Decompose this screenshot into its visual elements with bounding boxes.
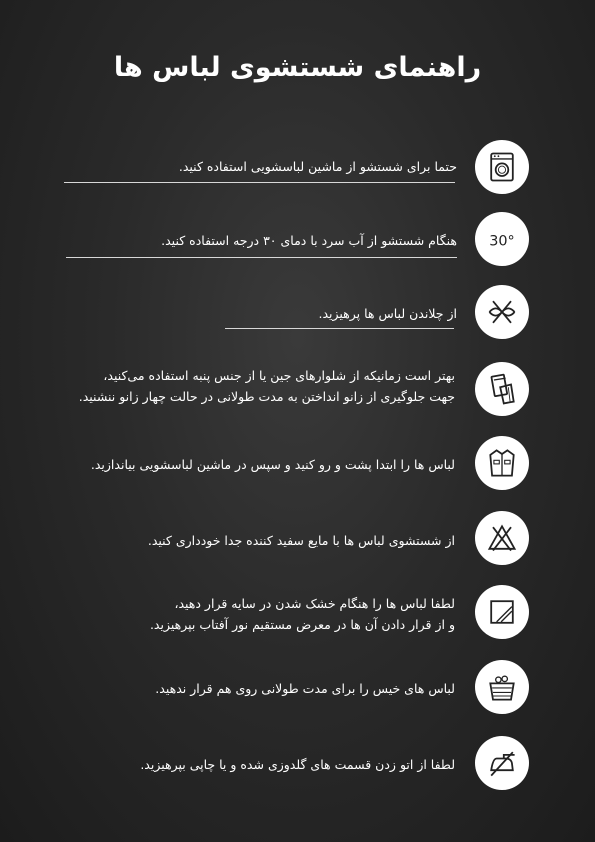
text-underline [66,257,457,258]
care-text-line: هنگام شستشو از آب سرد با دمای ۳۰ درجه استفاده کنید. [161,233,457,248]
care-text [55,754,455,775]
jeans-icon [484,371,520,407]
icon-circle [475,285,529,339]
no-iron-icon [484,745,520,781]
icon-circle [475,660,529,714]
care-text [57,230,457,251]
icon-circle [475,585,529,639]
care-text-line: حتما برای شستشو از ماشین لباسشویی استفاده کنید. [178,159,457,174]
care-text [55,593,455,635]
text-underline [64,182,455,183]
care-text [55,365,455,407]
care-text-line: از چلاندن لباس ها پرهیزید. [318,306,457,321]
care-text-line: جهت جلوگیری از زانو انداختن به مدت طولانی در حالت چهار زانو ننشنید. [78,389,455,404]
jacket-icon [484,445,520,481]
care-text-line: از شستشوی لباس ها با مایع سفید کننده جدا خودداری کنید. [147,533,455,548]
care-text-line: لباس ها را ابتدا پشت و رو کنید و سپس در ماشین لباسشویی بیاندازید. [90,457,455,472]
care-text-line: و از قرار دادن آن ها در معرض مستقیم نور آفتاب بپرهیزید. [149,617,455,632]
no-wring-icon [484,294,520,330]
care-text-line: لطفا لباس ها را هنگام خشک شدن در سایه قرار دهید، [174,596,455,611]
icon-circle [475,511,529,565]
washing-machine-icon [484,149,520,185]
care-text-line: لباس های خیس را برای مدت طولانی روی هم قرار ندهید. [155,681,455,696]
svg-text:30°: 30° [489,233,515,250]
30-degrees-icon [484,221,520,257]
icon-circle [475,736,529,790]
care-text [57,156,457,177]
care-text [55,678,455,699]
laundry-basket-icon [484,669,520,705]
care-text [55,454,455,475]
care-text [57,303,457,324]
icon-circle [475,362,529,416]
no-bleach-icon [484,520,520,556]
care-text-line: بهتر است زمانیکه از شلوارهای جین یا از جنس پنبه استفاده می‌کنید، [103,368,455,383]
care-text [55,530,455,551]
icon-circle [475,140,529,194]
icon-circle [475,436,529,490]
care-text-line: لطفا از اتو زدن قسمت های گلدوزی شده و یا چاپی بپرهیزید. [140,757,455,772]
dry-in-shade-icon [484,594,520,630]
text-underline [225,328,454,329]
icon-circle [475,212,529,266]
page-title: راهنمای شستشوی لباس ها [113,52,482,83]
